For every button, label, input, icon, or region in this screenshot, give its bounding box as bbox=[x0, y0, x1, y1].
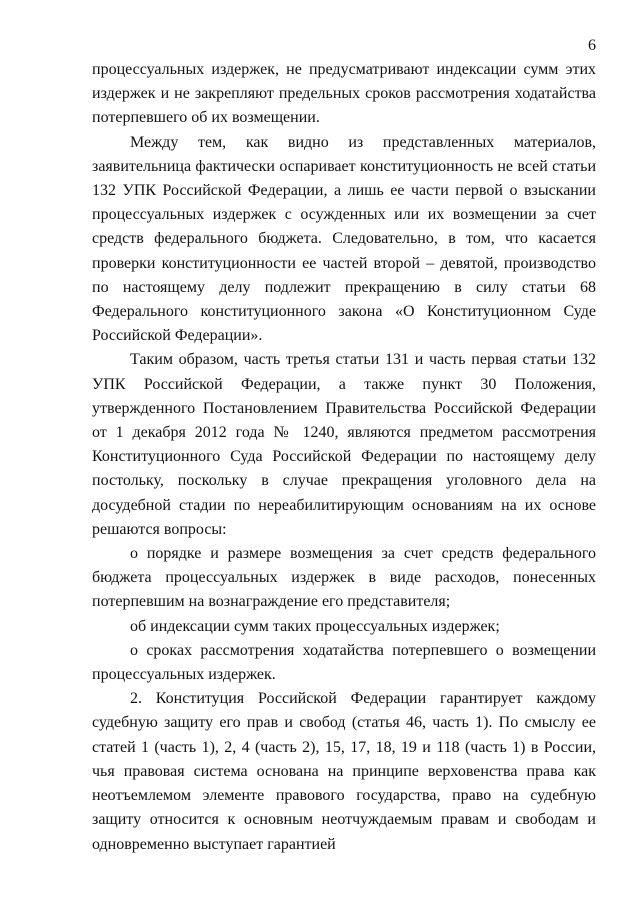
paragraph-4: о порядке и размере возмещения за счет средств федерального бюджета процессуальных издержек в виде расходов, понесенных потерпевшим на вознаграждение его представителя; bbox=[92, 545, 596, 611]
paragraph-2: Между тем, как видно из представленных материалов, заявительница фактически оспаривает конституционность не всей статьи 132 УПК Российской Федерации, а лишь ее части первой о взыскании процессуальных издержек с осужденных или их возмещении за счет средств федерального бюджета. Следовательно, в том, что касается проверки конституционности ее частей второй – девятой, производство по настоящему делу подлежит прекращению в силу статьи 68 Федерального конституционного закона «О Конституционном Суде Российской Федерации». bbox=[92, 133, 596, 345]
paragraph-7: 2. Конституция Российской Федерации гарантирует каждому судебную защиту его прав и свобод (статья 46, часть 1). По смыслу ее статей 1 (часть 1), 2, 4 (часть 2), 15, 17, 18, 19 и 118 (часть 1) в России, чья правовая система основана на принципе верховенства права как неотъемлемом элементе правового государства, право на судебную защиту относится к основным неотчуждаемым правам и свободам и одновременно выступает гарантией bbox=[92, 690, 596, 853]
paragraph-5: об индексации сумм таких процессуальных издержек; bbox=[130, 617, 500, 635]
page-number: 6 bbox=[588, 37, 596, 54]
paragraph-6: о сроках рассмотрения ходатайства потерпевшего о возмещении процессуальных издержек. bbox=[92, 641, 596, 684]
paragraph-3: Таким образом, часть третья статьи 131 и часть первая статьи 132 УПК Российской Федерации, а также пункт 30 Положения, утвержденного Постановлением Правительства Российской Федерации от 1 декабря 2012 года № 1240, являются предметом рассмотрения Конституционного Суда Российской Федерации по настоящему делу постольку, поскольку в случае прекращения уголовного дела на досудебной стадии по нереабилитирующим основаниям на их основе решаются вопросы: bbox=[92, 351, 596, 538]
paragraph-1: процессуальных издержек, не предусматривают индексации сумм этих издержек и не закрепляют предельных сроков рассмотрения ходатайства потерпевшего об их возмещении. bbox=[92, 61, 596, 127]
document-body bbox=[92, 58, 596, 857]
